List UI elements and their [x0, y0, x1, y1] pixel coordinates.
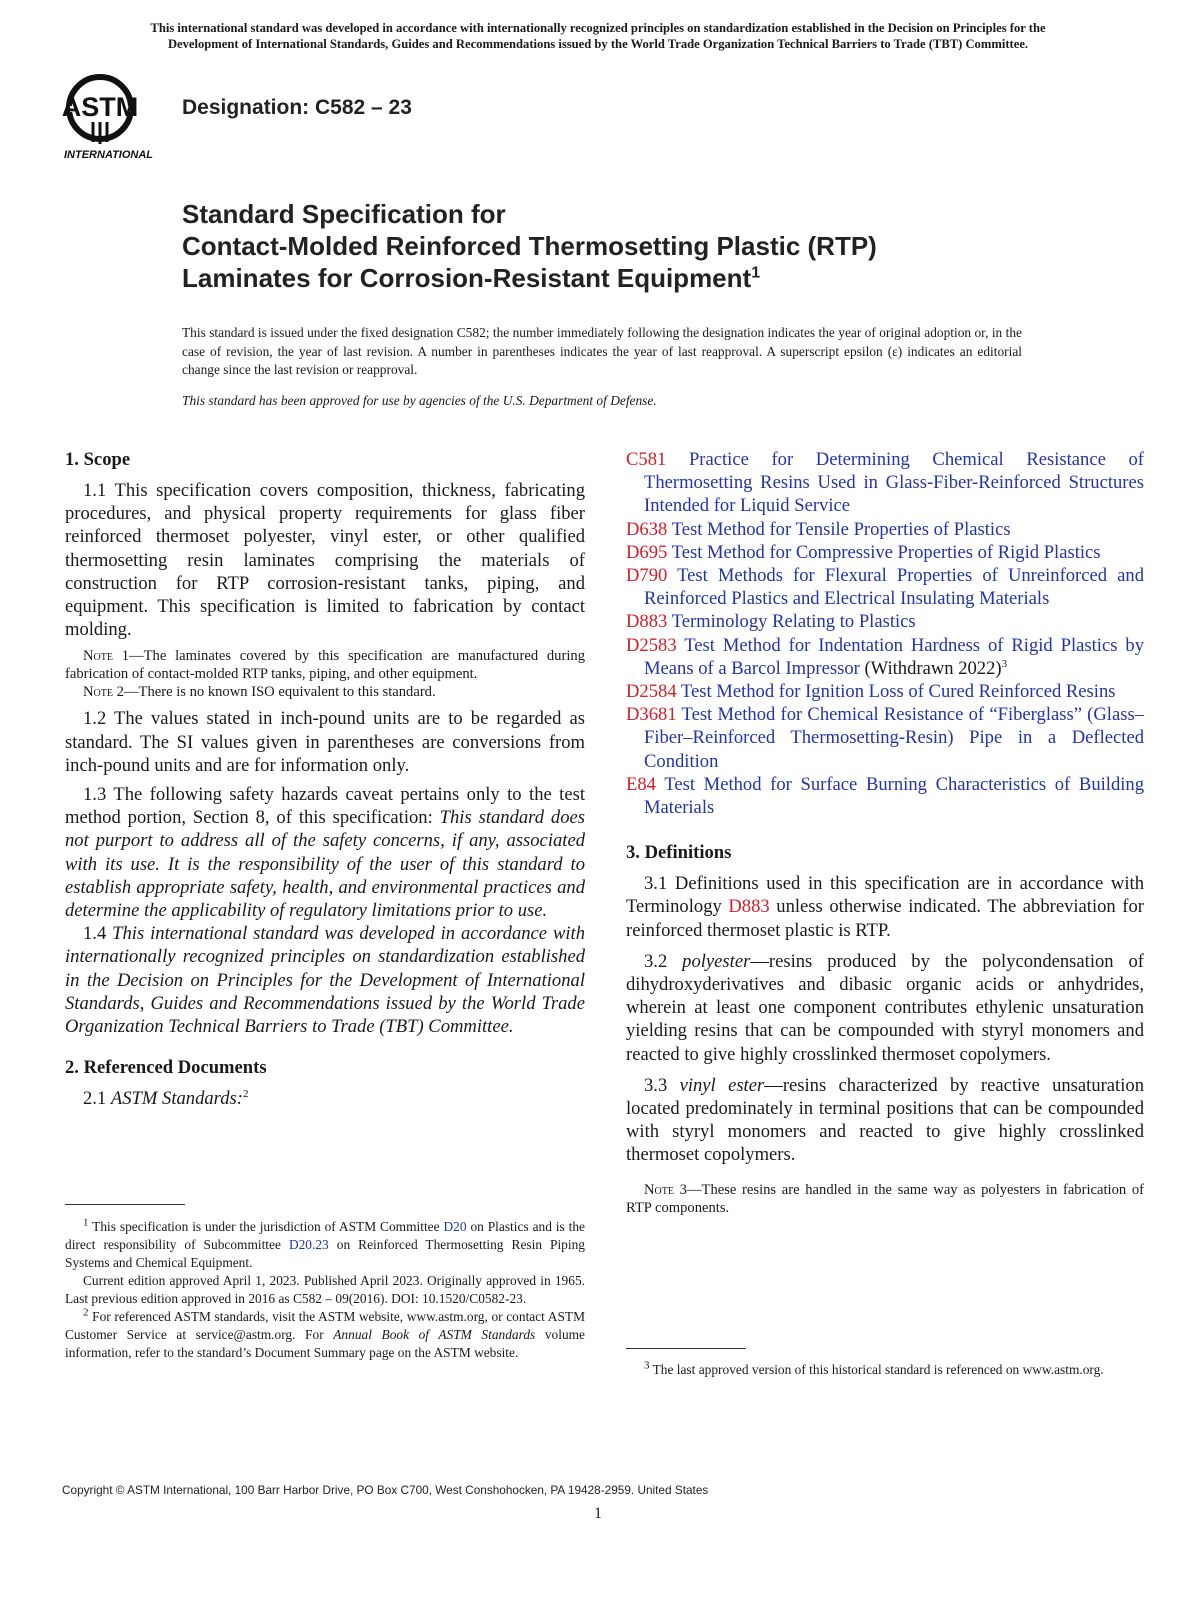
left-column [65, 448, 585, 1110]
wto-notice-line1: This international standard was developed in accordance with internationally recognized principles on standardization established in the Decision on Principles for the [150, 21, 1046, 35]
reference-item[interactable]: D695 Test Method for Compressive Properties of Rigid Plastics [626, 541, 1101, 563]
title-line2: Contact-Molded Reinforced Thermosetting Plastic (RTP) [182, 231, 877, 261]
reference-item[interactable]: D638 Test Method for Tensile Properties of Plastics [626, 518, 1011, 540]
link-d20[interactable]: D20 [443, 1219, 467, 1234]
section-refdocs-heading: 2. Referenced Documents [65, 1057, 267, 1079]
title-line3: Laminates for Corrosion-Resistant Equipment$^1$ [182, 263, 761, 293]
designation: Designation: C582 – 23 [182, 96, 412, 119]
copyright-notice: Copyright © ASTM International, 100 Barr Harbor Drive, PO Box C700, West Conshohocken, PA 19428-2959. United States [62, 1483, 709, 1497]
para-1-1: 1.1 This specification covers composition, thickness, fabricating procedures, and physical property requirements for glass fiber reinforced thermoset polyester, vinyl ester, or other qualified thermosetting resin laminates comprising the materials of construction for RTP corrosion-resistant tanks, piping, and equipment. This specification is limited to fabrication by contact molding. [65, 480, 585, 641]
reference-list [626, 448, 1144, 819]
footnote-rule-right [626, 1348, 746, 1349]
para-3-3: 3.3 vinyl ester—resins characterized by reactive unsaturation located predominately in terminal positions that can be compounded with styryl monomers and reacted to give highly crosslinked thermoset copolymers. [626, 1074, 1144, 1166]
section-definitions-heading: 3. Definitions [626, 842, 732, 864]
document-title [182, 198, 1082, 294]
reference-item[interactable]: D2584 Test Method for Ignition Loss of Cured Reinforced Resins [626, 681, 1116, 703]
footnote-2: $^2$ For referenced ASTM standards, visit the ASTM website, www.astm.org, or contact ASTM Customer Service at service@astm.org. For Annual Book of ASTM Standards volume information, refer to the standard’s Document Summary page on the ASTM website. [65, 1306, 585, 1360]
link-d883[interactable]: D883 [728, 896, 770, 918]
link-d20-23[interactable]: D20.23 [288, 1237, 329, 1252]
astm-logo [62, 70, 170, 162]
wto-notice-line2: Development of International Standards, Guides and Recommendations issued by the World Trade Organization Technical Barriers to Trade (TBT) Committee. [167, 37, 1029, 51]
reference-item[interactable]: D790 Test Methods for Flexural Properties of Unreinforced and Reinforced Plastics and Electrical Insulating Materials [626, 565, 1144, 610]
para-3-2: 3.2 polyester—resins produced by the polycondensation of dihydroxyderivatives and dibasic organic acids or anhydrides, wherein at least one component contributes ethylenic unsaturation yielding resins that can be compounded with styryl monomers and reacted to give highly crosslinked thermoset copolymers. [626, 950, 1144, 1065]
footnote-3: $^3$ The last approved version of this historical standard is referenced on www.astm.org. [644, 1359, 1104, 1377]
para-2-1: 2.1 ASTM Standards:$^2$ [83, 1088, 249, 1110]
note-3: Note 3—These resins are handled in the same way as polyesters in fabrication of RTP components. [626, 1181, 1144, 1216]
right-column [626, 448, 1144, 1217]
page-number: 1 [594, 1505, 602, 1522]
para-1-2: 1.2 The values stated in inch-pound units are to be regarded as standard. The SI values given in parentheses are conversions from inch-pound units and are for information only. [65, 708, 585, 776]
footnote-1: $^1$ This specification is under the jurisdiction of ASTM Committee D20 on Plastics and is the direct responsibility of Subcommittee D20.23 on Reinforced Thermosetting Resin Piping Systems and Chemical Equipment. [65, 1216, 586, 1270]
para-1-4: 1.4 This international standard was developed in accordance with internationally recognized principles on standardization established in the Decision on Principles for the Development of International Standards, Guides and Recommendations issued by the World Trade Organization Technical Barriers to Trade (TBT) Committee. [65, 923, 586, 1038]
note-1: Note 1—The laminates covered by this specification are manufactured during fabrication of contact-molded RTP tanks, piping, and other equipment. [65, 648, 585, 683]
reference-item[interactable]: C581 Practice for Determining Chemical Resistance of Thermosetting Resins Used in Glass-Fiber-Reinforced Structures Intended for Liquid Service [626, 449, 1144, 517]
para-3-1: 3.1 Definitions used in this specification are in accordance with Terminology D883 unless otherwise indicated. The abbreviation for reinforced thermoset plastic is RTP. [626, 873, 1144, 941]
title-line1: Standard Specification for [182, 199, 506, 229]
logo-international: INTERNATIONAL [64, 149, 154, 161]
dod-approval: This standard has been approved for use by agencies of the U.S. Department of Defense. [182, 393, 657, 408]
logo-text: ASTM [62, 92, 139, 122]
wto-notice [62, 20, 1134, 52]
reference-item[interactable]: D2583 Test Method for Indentation Hardness of Rigid Plastics by Means of a Barcol Impressor (Withdrawn 2022)$^3$ [626, 634, 1144, 679]
note-2: Note 2—There is no known ISO equivalent to this standard. [83, 684, 436, 701]
issuance-statement: This standard is issued under the fixed designation C582; the number immediately following the designation indicates the year of original adoption or, in the case of revision, the year of last revision. A number in parentheses indicates the year of last reapproval. A superscript epsilon (ε) indicates an editorial change since the last revision or reapproval. [182, 325, 1022, 377]
section-scope-heading: 1. Scope [65, 449, 131, 470]
footnotes-left [65, 1218, 585, 1362]
footnotes-right [626, 1361, 1144, 1379]
reference-item[interactable]: D3681 Test Method for Chemical Resistance of “Fiberglass” (Glass–Fiber–Reinforced Thermosetting-Resin) Pipe in a Deflected Condition [626, 704, 1144, 772]
footnote-1-edition: Current edition approved April 1, 2023. Published April 2023. Originally approved in 1965. Last previous edition approved in 2016 as C582 – 09(2016). DOI: 10.1520/C0582-23. [65, 1273, 585, 1306]
reference-item[interactable]: D883 Terminology Relating to Plastics [626, 611, 916, 633]
reference-item[interactable]: E84 Test Method for Surface Burning Characteristics of Building Materials [626, 773, 1144, 819]
footnote-rule-left [65, 1204, 185, 1205]
para-1-3: 1.3 The following safety hazards caveat pertains only to the test method portion, Section 8, of this specification: This standard does not purport to address all of the safety concerns, if any, associated with its use. It is the responsibility of the user of this standard to establish appropriate safety, health, and environmental practices and determine the applicability of regulatory limitations prior to use. [65, 784, 585, 922]
